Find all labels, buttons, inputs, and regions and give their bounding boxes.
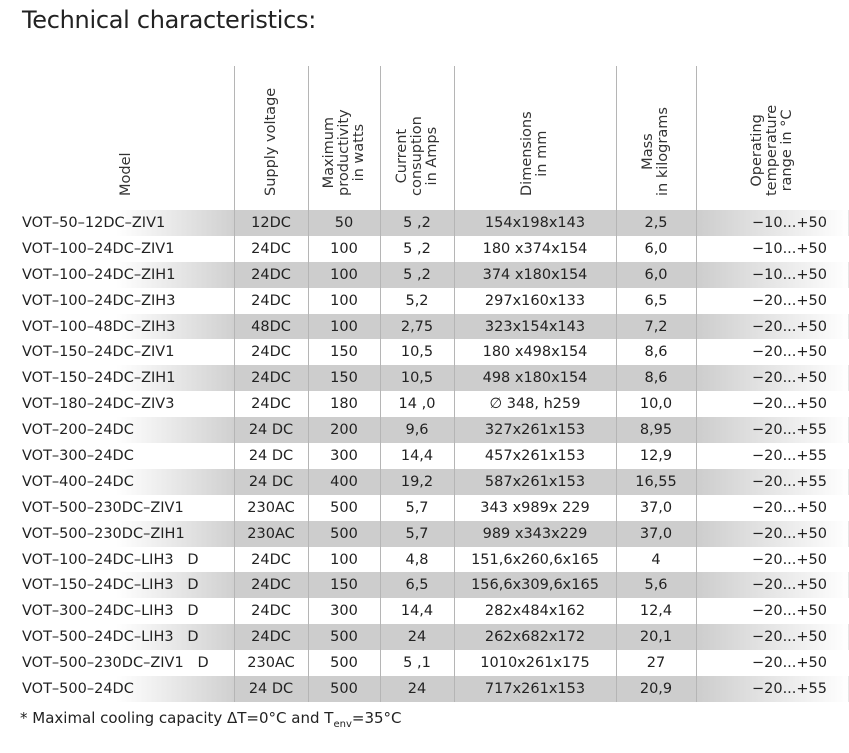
table-row: [20, 676, 849, 702]
cell-max-productivity: 100: [308, 236, 380, 262]
table-row: [20, 521, 849, 547]
cell-max-productivity: 400: [308, 469, 380, 495]
cell-operating-temperature: −10...+50: [696, 262, 849, 288]
cell-current: 14,4: [380, 443, 454, 469]
cell-current: 5 ,2: [380, 262, 454, 288]
cell-model: VOT–300–24DC–LIH3 D: [22, 603, 199, 620]
cell-operating-temperature: −20...+50: [696, 314, 849, 340]
cell-current: 5,7: [380, 495, 454, 521]
table-row: [20, 469, 849, 495]
cell-operating-temperature: −20...+50: [696, 521, 849, 547]
cell-supply-voltage: 24 DC: [234, 676, 308, 702]
cell-dimensions: 1010x261x175: [454, 650, 616, 676]
cell-dimensions: 457x261x153: [454, 443, 616, 469]
cell-supply-voltage: 24DC: [234, 339, 308, 365]
cell-current: 19,2: [380, 469, 454, 495]
cell-operating-temperature: −20...+55: [696, 676, 849, 702]
cell-model: VOT–100–24DC–ZIV1: [22, 240, 175, 257]
cell-max-productivity: 500: [308, 676, 380, 702]
technical-characteristics-table: [20, 66, 849, 702]
header-current: [380, 66, 454, 210]
cell-operating-temperature: −20...+55: [696, 469, 849, 495]
cell-model: VOT–180–24DC–ZIV3: [22, 396, 175, 413]
header-label-line: in Amps: [423, 126, 440, 186]
cell-dimensions: 282x484x162: [454, 598, 616, 624]
table-row: [20, 236, 849, 262]
cell-current: 10,5: [380, 365, 454, 391]
cell-max-productivity: 100: [308, 288, 380, 314]
page-title: Technical characteristics:: [22, 6, 316, 34]
cell-max-productivity: 300: [308, 443, 380, 469]
cell-operating-temperature: −10...+50: [696, 236, 849, 262]
header-label-line: Maximum: [320, 116, 337, 189]
cell-mass: 8,6: [616, 339, 696, 365]
header-dimensions: [454, 66, 616, 210]
cell-model: VOT–200–24DC: [20, 417, 234, 443]
cell-supply-voltage: 24DC: [234, 624, 308, 650]
cell-mass: 6,5: [616, 288, 696, 314]
cell-max-productivity: 180: [308, 391, 380, 417]
cell-max-productivity: 200: [308, 417, 380, 443]
cell-max-productivity: 500: [308, 624, 380, 650]
cell-mass: 5,6: [616, 572, 696, 598]
cell-dimensions: 323x154x143: [454, 314, 616, 340]
cell-max-productivity: 100: [308, 547, 380, 573]
table-row: [20, 391, 849, 417]
cell-operating-temperature: −20...+50: [696, 624, 849, 650]
header-label-line: in watts: [350, 123, 367, 182]
cell-dimensions: 587x261x153: [454, 469, 616, 495]
cell-model: VOT–500–230DC–ZIH1: [20, 521, 234, 547]
table-row: [20, 598, 849, 624]
cell-operating-temperature: −10...+50: [696, 210, 849, 236]
header-label-line: Model: [118, 152, 135, 196]
cell-mass: 4: [616, 547, 696, 573]
cell-dimensions: ∅ 348, h259: [454, 391, 616, 417]
cell-mass: 2,5: [616, 210, 696, 236]
cell-supply-voltage: 24DC: [234, 572, 308, 598]
cell-supply-voltage: 24DC: [234, 288, 308, 314]
cell-current: 14 ,0: [380, 391, 454, 417]
cell-model: VOT–50–12DC–ZIV1: [20, 210, 234, 236]
cell-max-productivity: 500: [308, 495, 380, 521]
cell-dimensions: 151,6x260,6x165: [454, 547, 616, 573]
cell-operating-temperature: −20...+50: [696, 288, 849, 314]
cell-model: VOT–500–24DC–LIH3 D: [20, 624, 234, 650]
cell-model: VOT–100–24DC–LIH3 D: [22, 551, 199, 568]
table-row: [20, 650, 849, 676]
header-supply-voltage: [234, 66, 308, 210]
footnote-prefix: * Maximal cooling capacity ΔT=0°C and T: [20, 709, 334, 727]
cell-max-productivity: 150: [308, 339, 380, 365]
spec-table-container: [20, 66, 849, 702]
cell-operating-temperature: −20...+55: [696, 443, 849, 469]
header-label-line: consuption: [408, 116, 425, 196]
cell-supply-voltage: 24DC: [234, 391, 308, 417]
cell-model: VOT–150–24DC–ZIH1: [20, 365, 234, 391]
cell-dimensions: 154x198x143: [454, 210, 616, 236]
cell-model: VOT–150–24DC–LIH3 D: [20, 572, 234, 598]
table-row: [20, 262, 849, 288]
cell-current: 9,6: [380, 417, 454, 443]
cell-supply-voltage: 230AC: [234, 650, 308, 676]
cell-mass: 7,2: [616, 314, 696, 340]
footnote-subscript: env: [333, 719, 352, 730]
cell-max-productivity: 50: [308, 210, 380, 236]
header-label-line: Dimensions: [519, 111, 535, 196]
cell-dimensions: 374 x180x154: [454, 262, 616, 288]
header-label-line: in mm: [534, 130, 550, 177]
cell-max-productivity: 150: [308, 572, 380, 598]
header-max-productivity: [308, 66, 380, 210]
header-label-line: in kilograms: [655, 107, 671, 196]
cell-mass: 37,0: [616, 521, 696, 547]
cell-supply-voltage: 24DC: [234, 547, 308, 573]
cell-operating-temperature: −20...+50: [696, 339, 849, 365]
header-label-line: productivity: [335, 109, 352, 196]
header-label-line: temperature: [764, 104, 781, 196]
cell-supply-voltage: 24 DC: [234, 417, 308, 443]
table-body: [20, 210, 849, 702]
cell-current: 5 ,2: [380, 210, 454, 236]
cell-dimensions: 180 x374x154: [454, 236, 616, 262]
cell-max-productivity: 300: [308, 598, 380, 624]
cell-model: VOT–300–24DC: [22, 447, 134, 464]
cell-model: VOT–100–24DC–ZIH1: [20, 262, 234, 288]
cell-operating-temperature: −20...+50: [696, 650, 849, 676]
header-operating-temperature: [696, 66, 849, 210]
cell-mass: 8,95: [616, 417, 696, 443]
cell-supply-voltage: 12DC: [234, 210, 308, 236]
header-model: [20, 66, 234, 210]
header-label-line: range in °C: [779, 109, 796, 192]
cell-model: VOT–100–48DC–ZIH3: [20, 314, 234, 340]
table-header-row: [20, 66, 849, 210]
cell-dimensions: 989 x343x229: [454, 521, 616, 547]
cell-operating-temperature: −20...+50: [696, 365, 849, 391]
cell-mass: 20,1: [616, 624, 696, 650]
cell-dimensions: 180 x498x154: [454, 339, 616, 365]
cell-current: 5 ,2: [380, 236, 454, 262]
cell-mass: 12,4: [616, 598, 696, 624]
cell-mass: 27: [616, 650, 696, 676]
cell-model: VOT–500–230DC–ZIV1 D: [22, 655, 209, 672]
cell-supply-voltage: 230AC: [234, 521, 308, 547]
table-row: [20, 417, 849, 443]
cell-mass: 6,0: [616, 262, 696, 288]
cell-current: 14,4: [380, 598, 454, 624]
cell-model: VOT–500–24DC: [20, 676, 234, 702]
cell-operating-temperature: −20...+50: [696, 391, 849, 417]
cell-dimensions: 498 x180x154: [454, 365, 616, 391]
cell-current: 4,8: [380, 547, 454, 573]
table-row: [20, 624, 849, 650]
header-label-line: Mass: [640, 133, 656, 170]
cell-dimensions: 343 x989x 229: [454, 495, 616, 521]
cell-current: 5 ,1: [380, 650, 454, 676]
cell-supply-voltage: 24DC: [234, 598, 308, 624]
cell-dimensions: 262x682x172: [454, 624, 616, 650]
table-row: [20, 547, 849, 573]
cell-model: VOT–150–24DC–ZIV1: [22, 344, 175, 361]
cell-mass: 10,0: [616, 391, 696, 417]
cell-supply-voltage: 24DC: [234, 236, 308, 262]
table-row: [20, 210, 849, 236]
cell-dimensions: 297x160x133: [454, 288, 616, 314]
table-row: [20, 314, 849, 340]
cell-current: 24: [380, 676, 454, 702]
cell-max-productivity: 500: [308, 521, 380, 547]
header-label-line: Supply voltage: [262, 87, 279, 196]
table-row: [20, 365, 849, 391]
cell-mass: 6,0: [616, 236, 696, 262]
cell-operating-temperature: −20...+50: [696, 572, 849, 598]
table-row: [20, 572, 849, 598]
cell-mass: 20,9: [616, 676, 696, 702]
cell-mass: 16,55: [616, 469, 696, 495]
cell-current: 24: [380, 624, 454, 650]
cell-max-productivity: 100: [308, 314, 380, 340]
cell-supply-voltage: 230AC: [234, 495, 308, 521]
cell-dimensions: 717x261x153: [454, 676, 616, 702]
header-label-line: Operating: [749, 114, 766, 187]
cell-mass: 12,9: [616, 443, 696, 469]
cell-model: VOT–100–24DC–ZIH3: [22, 292, 176, 309]
cell-mass: 8,6: [616, 365, 696, 391]
cell-current: 2,75: [380, 314, 454, 340]
footnote-suffix: =35°C: [351, 709, 402, 727]
table-row: [20, 443, 849, 469]
table-row: [20, 495, 849, 521]
cell-dimensions: 327x261x153: [454, 417, 616, 443]
table-row: [20, 288, 849, 314]
table-row: [20, 339, 849, 365]
cell-supply-voltage: 24 DC: [234, 443, 308, 469]
cell-model: VOT–400–24DC: [20, 469, 234, 495]
cell-current: 6,5: [380, 572, 454, 598]
cell-operating-temperature: −20...+55: [696, 417, 849, 443]
header-mass: [616, 66, 696, 210]
header-label-line: Current: [393, 128, 410, 184]
cell-current: 10,5: [380, 339, 454, 365]
cell-supply-voltage: 24DC: [234, 262, 308, 288]
cell-supply-voltage: 24 DC: [234, 469, 308, 495]
cell-mass: 37,0: [616, 495, 696, 521]
cell-operating-temperature: −20...+50: [696, 598, 849, 624]
cell-dimensions: 156,6x309,6x165: [454, 572, 616, 598]
cell-max-productivity: 150: [308, 365, 380, 391]
cell-current: 5,7: [380, 521, 454, 547]
cell-max-productivity: 500: [308, 650, 380, 676]
cell-model: VOT–500–230DC–ZIV1: [22, 499, 184, 516]
cell-current: 5,2: [380, 288, 454, 314]
cell-supply-voltage: 24DC: [234, 365, 308, 391]
footnote: [20, 709, 402, 730]
cell-max-productivity: 100: [308, 262, 380, 288]
cell-operating-temperature: −20...+50: [696, 495, 849, 521]
cell-operating-temperature: −20...+50: [696, 547, 849, 573]
cell-supply-voltage: 48DC: [234, 314, 308, 340]
